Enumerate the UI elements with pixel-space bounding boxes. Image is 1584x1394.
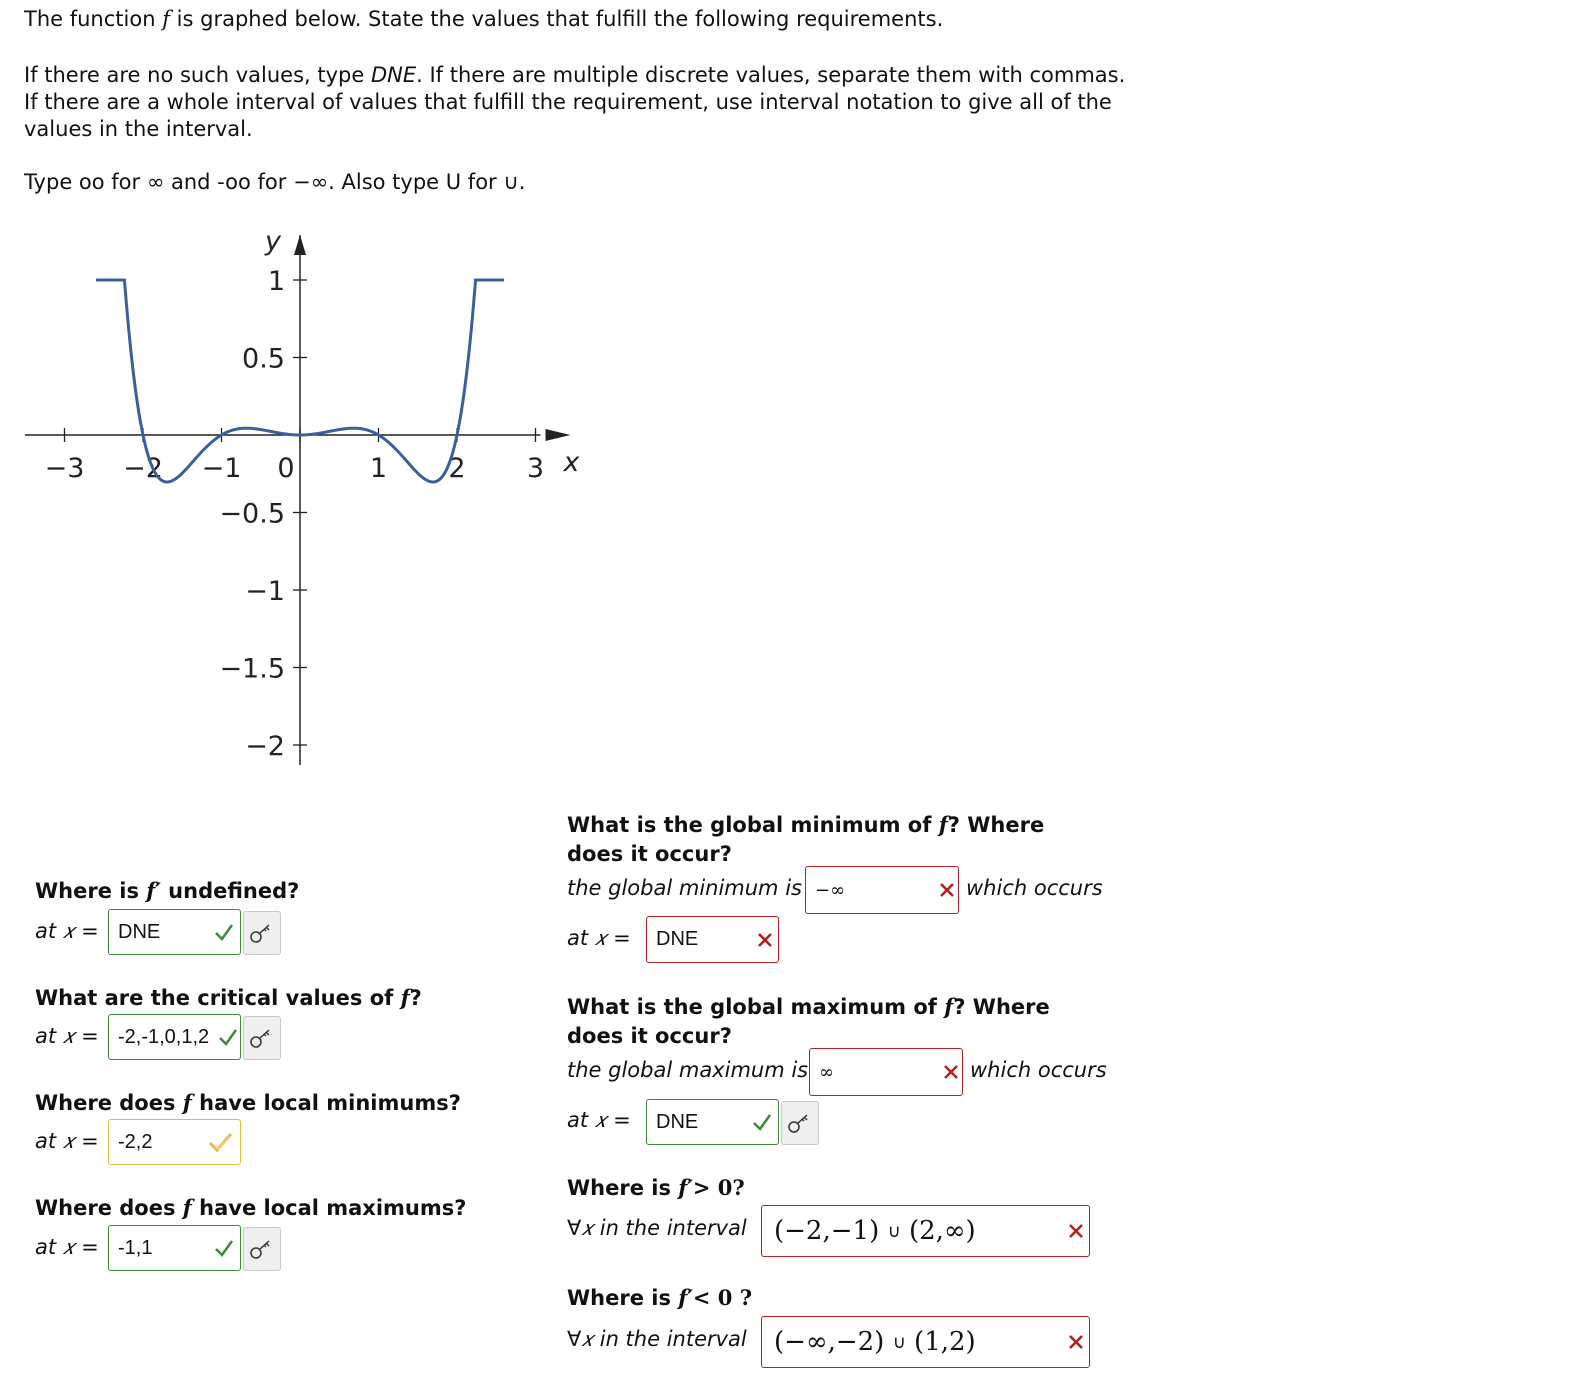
- which-occurs-label: which occurs: [966, 876, 1103, 900]
- interval-part: (1,2): [914, 1327, 976, 1357]
- answer-local-max-input[interactable]: [108, 1225, 241, 1271]
- answer-decreasing-interval-input[interactable]: [761, 1316, 1090, 1368]
- answer-key-button[interactable]: [243, 1016, 281, 1060]
- y-tick-label: −1: [245, 576, 285, 607]
- answer-value: DNE: [118, 920, 161, 943]
- global-min-label: the global minimum is: [567, 876, 802, 900]
- x-tick-label: −2: [123, 453, 163, 484]
- interval-part: (−2,−1): [774, 1216, 880, 1246]
- answer-value: ∞: [819, 1061, 834, 1083]
- answer-value: DNE: [656, 1110, 699, 1133]
- at-x-label: at 𝑥 =: [567, 1108, 631, 1132]
- question-f-prime-undefined: Where is f′ undefined?: [35, 878, 300, 903]
- check-icon: [218, 1028, 238, 1046]
- check-icon: [214, 923, 234, 941]
- x-icon: [943, 1064, 959, 1080]
- x-axis-arrow: [546, 429, 571, 441]
- answer-global-max-input[interactable]: [809, 1048, 963, 1096]
- answer-value: −∞: [815, 879, 846, 901]
- y-axis-arrow: [294, 235, 306, 255]
- x-icon: [757, 932, 773, 948]
- answer-key-button[interactable]: [781, 1101, 819, 1145]
- question-f-prime-positive: Where is f′> 0?: [567, 1175, 745, 1200]
- interval-label: ∀𝑥 in the interval: [567, 1327, 747, 1351]
- answer-critical-input[interactable]: [108, 1014, 241, 1060]
- interval-part: (−∞,−2): [774, 1327, 885, 1357]
- x-tick-label: −1: [201, 453, 242, 484]
- intro-paragraph-3: Type oo for ∞ and -oo for −∞. Also type U for ∪.: [24, 170, 526, 194]
- answer-increasing-interval-input[interactable]: [761, 1205, 1090, 1257]
- key-icon: [249, 1238, 275, 1260]
- x-axis-label: x: [563, 447, 580, 478]
- question-global-maximum: What is the global maximum of f? Where does it occur?: [567, 994, 1050, 1048]
- answer-key-button[interactable]: [243, 911, 281, 955]
- answer-value: DNE: [656, 928, 699, 950]
- interval-label: ∀𝑥 in the interval: [567, 1216, 747, 1240]
- at-x-label: at 𝑥 =: [567, 926, 631, 950]
- which-occurs-label: which occurs: [970, 1058, 1107, 1082]
- interval-part: (2,∞): [908, 1216, 976, 1246]
- x-tick-label: −3: [44, 453, 85, 484]
- key-icon: [249, 922, 275, 944]
- answer-undefined-input[interactable]: [108, 909, 241, 955]
- union-symbol: ∪: [892, 1331, 906, 1353]
- y-tick-label: 0.5: [242, 343, 285, 375]
- x-tick-label: 1: [369, 453, 388, 484]
- at-x-label: at 𝑥 =: [35, 1129, 99, 1153]
- question-critical-values: What are the critical values of f?: [35, 985, 422, 1010]
- question-local-maximums: Where does f have local maximums?: [35, 1195, 467, 1220]
- intro-paragraph-2: If there are no such values, type DNE. If there are multiple discrete values, separate them with commas. If there are a whole interval of values that fulfill the requirement, use interval notation to give all of the values in the interval.: [24, 63, 1126, 141]
- partial-check-icon: [208, 1131, 234, 1153]
- x-icon: [1068, 1223, 1084, 1239]
- question-local-minimums: Where does f have local minimums?: [35, 1090, 461, 1115]
- global-max-label: the global maximum is: [567, 1058, 809, 1082]
- key-icon: [249, 1027, 275, 1049]
- y-axis-label: y: [265, 226, 281, 257]
- x-icon: [939, 882, 955, 898]
- answer-global-min-input[interactable]: [805, 866, 959, 914]
- answer-value: -2,-1,0,1,2: [118, 1025, 210, 1048]
- intro-line-1: The function f is graphed below. State the values that fulfill the following requirements.: [24, 7, 944, 31]
- x-icon: [1068, 1334, 1084, 1350]
- at-x-label: at 𝑥 =: [35, 919, 99, 943]
- function-graph: [20, 225, 600, 785]
- check-icon: [752, 1113, 772, 1131]
- answer-value: -1,1: [118, 1236, 153, 1259]
- answer-key-button[interactable]: [243, 1227, 281, 1271]
- x-tick-label: 0: [277, 453, 295, 484]
- at-x-label: at 𝑥 =: [35, 1235, 99, 1259]
- answer-local-min-input[interactable]: [108, 1119, 241, 1165]
- at-x-label: at 𝑥 =: [35, 1024, 99, 1048]
- x-tick-label: 2: [448, 453, 466, 484]
- answer-global-max-location-input[interactable]: [646, 1099, 779, 1145]
- y-tick-label: −0.5: [219, 498, 285, 530]
- question-global-minimum: What is the global minimum of f? Where does it occur?: [567, 812, 1045, 866]
- y-tick-label: −1.5: [219, 653, 285, 685]
- y-tick-label: −2: [245, 731, 285, 762]
- x-tick-label: 3: [526, 453, 545, 484]
- union-symbol: ∪: [887, 1220, 901, 1242]
- key-icon: [787, 1112, 813, 1134]
- question-f-prime-negative: Where is f′< 0 ?: [567, 1285, 752, 1310]
- answer-value: -2,2: [118, 1130, 153, 1153]
- check-icon: [214, 1239, 234, 1257]
- answer-global-min-location-input[interactable]: [646, 916, 779, 963]
- y-tick-label: 1: [267, 266, 285, 297]
